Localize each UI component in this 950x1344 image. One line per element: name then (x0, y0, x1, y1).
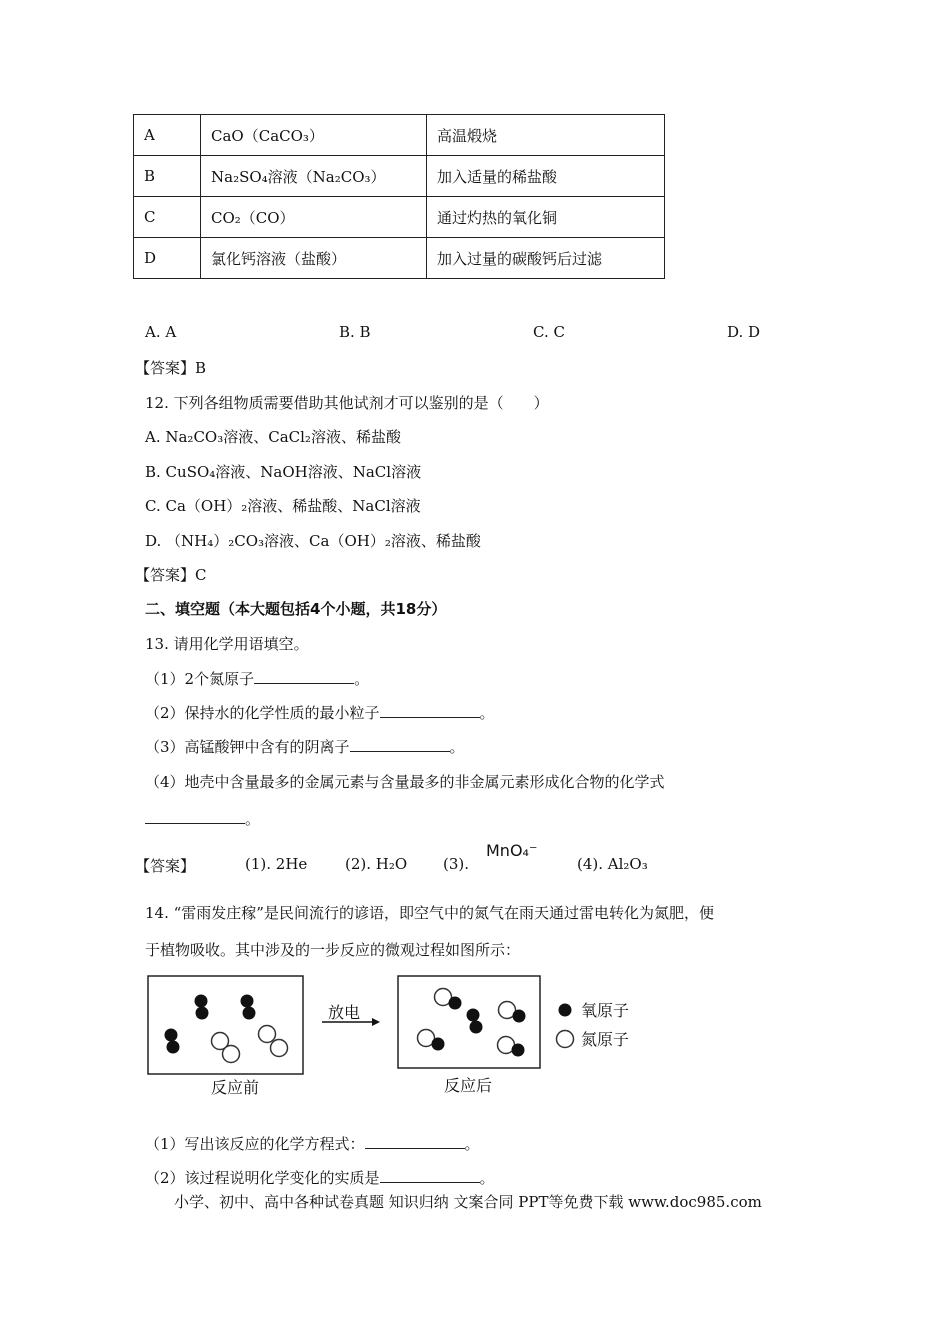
nitrogen-atom (271, 1040, 288, 1057)
row-substance: CaO（CaCO₃） (201, 115, 427, 156)
oxygen-atom (470, 1021, 483, 1034)
options-table (133, 114, 665, 279)
q11-option-c[interactable]: C. C (533, 323, 565, 341)
q13-item-2 (145, 702, 495, 723)
legend-nitrogen-icon (557, 1031, 574, 1048)
row-method: 加入过量的碳酸钙后过滤 (427, 238, 665, 279)
q14-stem-line1: 14. “雷雨发庄稼”是民间流行的谚语，即空气中的氮气在雨天通过雷电转化为氮肥，便 (145, 904, 714, 922)
q14-stem-line2: 于植物吸收。其中涉及的一步反应的微观过程如图所示： (145, 941, 521, 959)
q11-answer: 【答案】B (135, 359, 207, 377)
arrow-head-icon (372, 1018, 380, 1026)
oxygen-atom (449, 997, 462, 1010)
q13-answer-1: (1). 2He (245, 855, 308, 873)
oxygen-atom (243, 1007, 256, 1020)
oxygen-atom (241, 995, 254, 1008)
table-row (134, 115, 665, 156)
answer-blank[interactable] (254, 669, 354, 684)
q13-item-4: （4）地壳中含量最多的金属元素与含量最多的非金属元素形成化合物的化学式 (145, 773, 665, 791)
q14-item-2-text: （2）该过程说明化学变化的实质是 (145, 1169, 380, 1187)
q13-answer-2: (2). H₂O (345, 855, 408, 873)
oxygen-atom (467, 1009, 480, 1022)
answer-blank[interactable] (365, 1134, 465, 1149)
q13-stem: 13. 请用化学用语填空。 (145, 635, 309, 653)
q13-item-1 (145, 668, 369, 689)
page-footer: 小学、初中、高中各种试卷真题 知识归纳 文案合同 PPT等免费下载 www.doc985.com (174, 1193, 762, 1211)
period: 。 (245, 810, 261, 828)
period: 。 (464, 1135, 480, 1153)
table-row (134, 197, 665, 238)
q14-item-1-text: （1）写出该反应的化学方程式： (145, 1135, 365, 1153)
oxygen-atom (167, 1041, 180, 1054)
legend-oxygen-label: 氧原子 (581, 1001, 630, 1020)
table-row (134, 238, 665, 279)
q13-item-3 (145, 736, 465, 757)
q13-item-1-text: （1）2个氮原子 (145, 670, 255, 688)
row-method: 通过灼热的氧化铜 (427, 197, 665, 238)
q12-option-c[interactable]: C. Ca（OH）₂溶液、稀盐酸、NaCl溶液 (145, 497, 421, 515)
q11-option-d[interactable]: D. D (727, 323, 761, 341)
row-label: A (134, 115, 201, 156)
table-row (134, 156, 665, 197)
answer-blank[interactable] (350, 737, 450, 752)
section-title: 二、填空题（本大题包括4个小题，共18分） (145, 600, 447, 618)
row-method: 高温煅烧 (427, 115, 665, 156)
q13-answer-3: (3). (443, 855, 470, 873)
q11-option-b[interactable]: B. B (339, 323, 371, 341)
oxygen-atom (512, 1044, 525, 1057)
nitrogen-atom (223, 1046, 240, 1063)
nitrogen-atom (259, 1026, 276, 1043)
q12-stem: 12. 下列各组物质需要借助其他试剂才可以鉴别的是（ ） (145, 394, 549, 412)
row-label: D (134, 238, 201, 279)
period: 。 (479, 1169, 495, 1187)
oxygen-atom (196, 1007, 209, 1020)
answer-blank[interactable] (380, 703, 480, 718)
before-label: 反应前 (210, 1078, 260, 1097)
q12-option-b[interactable]: B. CuSO₄溶液、NaOH溶液、NaCl溶液 (145, 463, 422, 481)
q13-item-3-text: （3）高锰酸钾中含有的阴离子 (145, 738, 350, 756)
q12-answer: 【答案】C (135, 566, 207, 584)
after-label: 反应后 (443, 1076, 493, 1095)
row-label: B (134, 156, 201, 197)
oxygen-atom (195, 995, 208, 1008)
oxygen-atom (432, 1038, 445, 1051)
q13-item-4-line (145, 808, 260, 829)
q12-option-d[interactable]: D. （NH₄）₂CO₃溶液、Ca（OH）₂溶液、稀盐酸 (145, 532, 481, 550)
reaction-diagram (140, 968, 660, 1103)
arrow-label: 放电 (327, 1003, 361, 1022)
row-substance: Na₂SO₄溶液（Na₂CO₃） (201, 156, 427, 197)
q14-item-1 (145, 1133, 480, 1154)
mno4-formula: MnO₄⁻ (486, 841, 538, 860)
q12-option-a[interactable]: A. Na₂CO₃溶液、CaCl₂溶液、稀盐酸 (145, 428, 401, 446)
row-method: 加入适量的稀盐酸 (427, 156, 665, 197)
q13-answer-label: 【答案】 (135, 857, 196, 875)
q13-answer-4: (4). Al₂O₃ (577, 855, 648, 873)
legend-nitrogen-label: 氮原子 (581, 1030, 630, 1049)
row-substance: CO₂（CO） (201, 197, 427, 238)
q13-item-2-text: （2）保持水的化学性质的最小粒子 (145, 704, 380, 722)
period: 。 (354, 670, 370, 688)
period: 。 (449, 738, 465, 756)
row-substance: 氯化钙溶液（盐酸） (201, 238, 427, 279)
q14-item-2 (145, 1167, 495, 1188)
oxygen-atom (165, 1029, 178, 1042)
q11-option-a[interactable]: A. A (145, 323, 177, 341)
row-label: C (134, 197, 201, 238)
answer-blank[interactable] (145, 809, 245, 824)
legend-oxygen-icon (559, 1004, 572, 1017)
oxygen-atom (513, 1010, 526, 1023)
answer-blank[interactable] (380, 1168, 480, 1183)
period: 。 (479, 704, 495, 722)
